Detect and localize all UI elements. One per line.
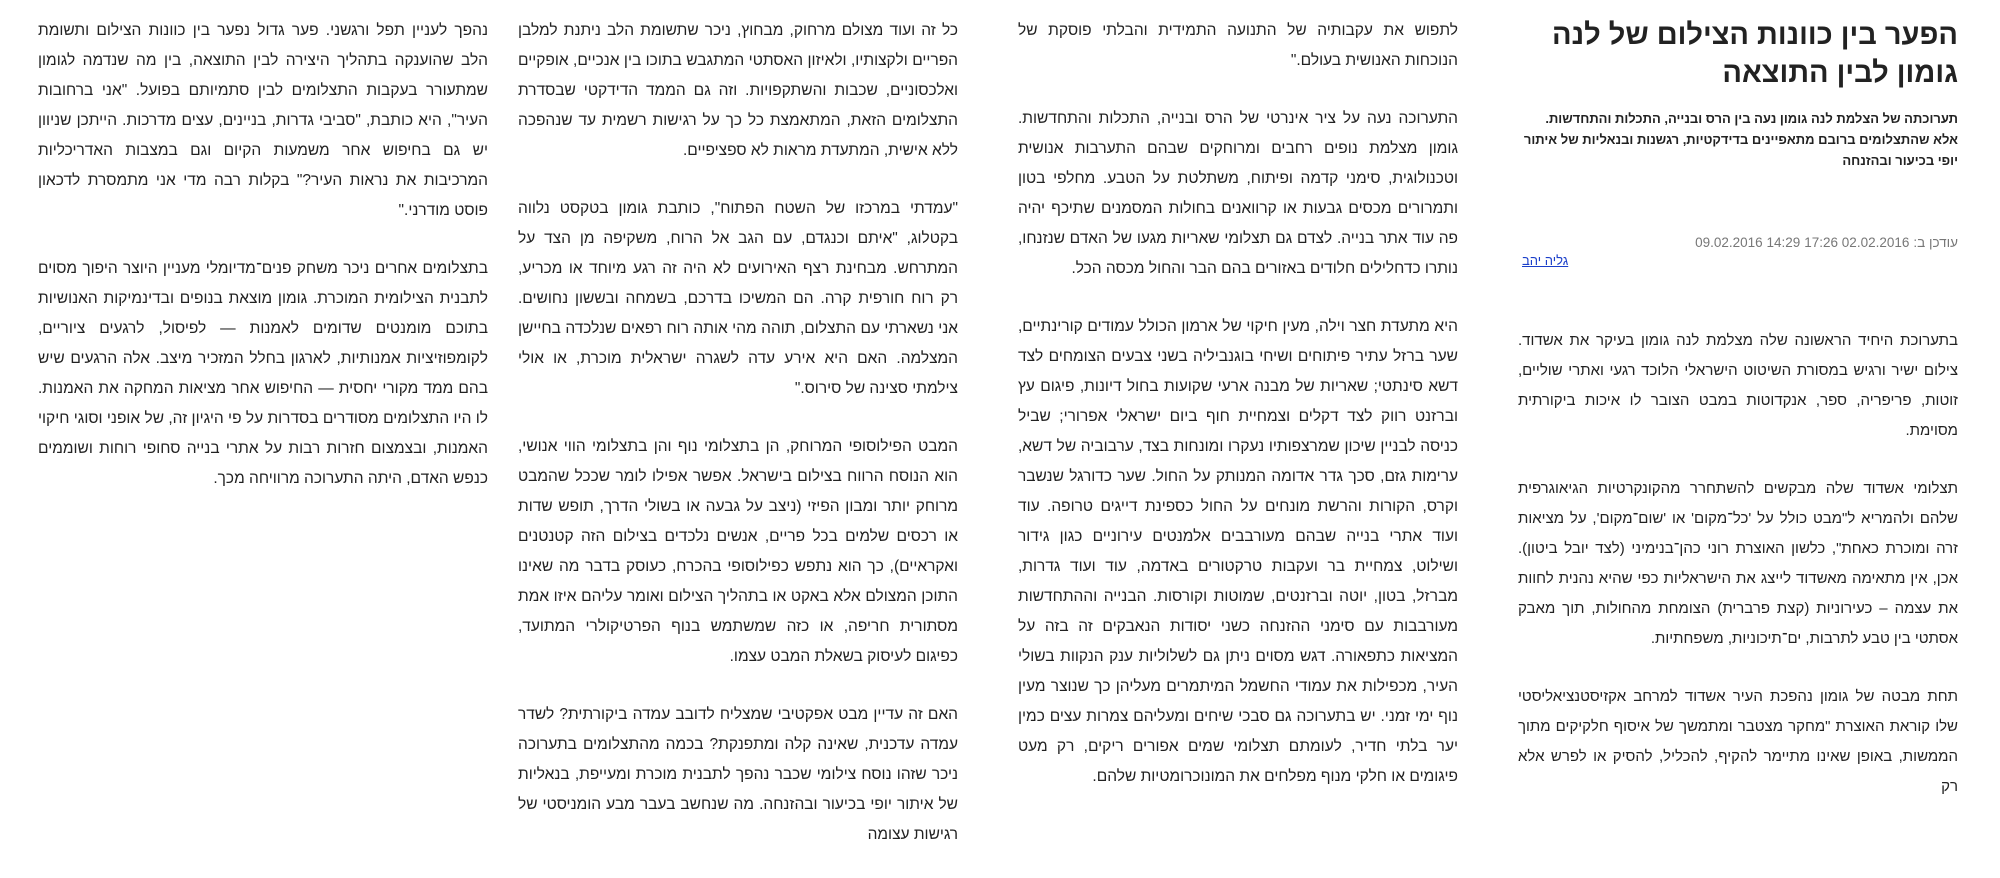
- article-title: הפער בין כוונות הצילום של לנה גומון לבין התוצאה: [1552, 19, 1958, 89]
- paragraph: תצלומי אשדוד שלה מבקשים להשתחרר מהקונקרטיות הגיאוגרפית שלהם ולהמריא ל"מבט כולל על 'כל־מקום' או 'שום־מקום', על מציאות זרה ומוכרת כאחת", כלשון האוצרת רוני כהן־בנימיני (לצד יובל ביטון). אכן, אין מתאימה מאשדוד לייצג את הישראליות כפי שהיא נהנית לחוות את עצמה – כעירוניות (קצת פרברית) הצומחת מהחולות, תוך מאבק אסתטי בין טבע לתרבות, ים־תיכוניות, משפחתיות.: [1518, 480, 1958, 647]
- updated-date: 09.02.2016 14:29: [1695, 235, 1801, 250]
- published-date: 02.02.2016 17:26: [1804, 235, 1910, 250]
- paragraph: התערוכה נעה על ציר אינרטי של הרס ובנייה, התכלות והתחדשות. גומון מצלמת נופים רחבים ומרוחקים שבהם התערבות אנושית וטכנולוגית, סימני קדמה ופיתוח, משתלטת על הטבע. מחלפי בטון ותמרורים מכסים גבעות או קרוואנים בחולות המסמנים שתיכף יהיה פה עוד אתר בנייה. לצדם גם תצלומי שאריות מגעו של האדם שנזנחו, נותרו כדחלילים חלודים באזורים בהם הבר והחול מכסה הכל.: [1018, 110, 1458, 277]
- updated-label: עודכן ב:: [1913, 235, 1958, 250]
- paragraph: בתצלומים אחרים ניכר משחק פנים־מדיומלי מעניין היוצר היפוך מסוים לתבנית הצילומית המוכרת. גומון מוצאת בנופים ובדינמיקות האנושיות בתוכם מומנטים שדומים לאמנות — לפיסול, לרגעים ציוריים, לקומפוזיציות אמנותיות, לארגון בחלל המזכיר מיצב. אלה הרגעים שיש בהם ממד מקורי יחסית — החיפוש אחר מציאות המחקה את האמנות. לו היו התצלומים מסודרים בסדרות על פי היגיון זה, של אופני וסוגי חיקוי האמנות, ובצמצום חזרות רבות על אתרי בנייה סחופי רוחות ושוממים כנפש האדם, היתה התערוכה מרוויחה מכך.: [38, 260, 488, 487]
- paragraph: כל זה ועוד מצולם מרחוק, מבחוץ, ניכר שתשומת הלב ניתנת למלבן הפריים ולקצותיו, ולאיזון האסתטי המתגבש בתוכו בין אנכיים, אופקיים ואלכסוניים, שכבות והשתקפויות. וזה גם הממד הדידקטי שבסדרת התצלומים הזאת, המתאמצת כל כך על רגישות רשמית עד שנהפכה ללא אישית, המתעדת מראות לא ספציפיים.: [518, 22, 958, 159]
- paragraph: לתפוש את עקבותיה של התנועה התמידית והבלתי פוסקת של הנוכחות האנושית בעולם.": [1018, 22, 1458, 69]
- paragraph: תחת מבטה של גומון נהפכת העיר אשדוד למרחב אקזיסטנציאליסטי שלו קוראת האוצרת "מחקר מצטבר ומתמשך של איסוף חלקיקים מתוך הממשות, באופן שאינו מתיימר להקיף, להכליל, להסיק או לפרש אלא רק: [1518, 688, 1958, 795]
- article-dates: [1518, 233, 1958, 252]
- paragraph: נהפך לעניין תפל ורגשני. פער גדול נפער בין כוונות הצילום ותשומת הלב שהוענקה בתהליך היצירה לבין התוצאה, בין מה שנדמה לגומון שמתעורר בעקבות התצלומים לבין סתמיותם בפועל. "אני ברחובות העיר", היא כותבת, "סביבי גדרות, בניינים, עצים מדרכות. הייתכן שניוון יש גם בחיפוש אחר משמעות הקיום וגם במצבות האדריכליות המרכיבות את נראות העיר?" בקלות רבה מדי אני מתמסרת לדכאון פוסט מודרני.": [38, 22, 488, 219]
- author-link[interactable]: גליה יהב: [1522, 253, 1569, 268]
- article-column-1: [1518, 16, 1958, 830]
- paragraph: היא מתעדת חצר וילה, מעין חיקוי של ארמון הכולל עמודים קורינתיים, שער ברזל עתיר פיתוחים ושיחי בוגנביליה בשני צבעים הצומחים לצד דשא סינתטי; שאריות של מבנה ארעי שקועות בחול דיונות, פיגום עץ וברזנט רווק לצד דקלים וצמחיית חוף ביום ישראלי אפרורי; שביל כניסה לבניין שיכון שמרצפותיו נעקרו ומונחות בצד, ערבוביה של דשא, ערימות גזם, סכך גדר אדומה המנותק על החול. שער כדורגל שנשבר וקרס, הקורות והרשת מונחים על החול כספינת דייגים טרופה. עוד ועוד אתרי בנייה שבהם מעורבבים אלמנטים עירוניים כגון גידור ושילוט, צמחיית בר ועקבות טרקטורים באדמה, עוד ועוד גדרות, מברזל, בטון, יוטה וברזנטים, שמוטות וקורסות. הבנייה וההתחדשות מעורבבות עם סימני ההזנחה כשני יסודות הנאבקים זה בזה על המציאות כתפאורה. דגש מסוים ניתן גם לשלוליות ענק הנקוות בשולי העיר, מכפילות את עמודי החשמל המיתמרים מעליהן כך שנוצר מעין נוף ימי זמני. יש בתערוכה גם סבכי שיחים ומעליהם צמרות עצים כמין יער בלתי חדיר, לעומתם תצלומי שמים אפורים ריקים, רק מעט פיגומים או חלקי מנוף מפלחים את המונוכרומטיות שלהם.: [1018, 318, 1458, 785]
- paragraph: "עמדתי במרכזו של השטח הפתוח", כותבת גומון בטקסט נלווה בקטלוג, "איתם וכנגדם, עם הגב אל הרוח, משקיפה מן הצד על המתרחש. מבחינת רצף האירועים לא היה זה רגע מיוחד או מכריע, רק רוח חורפית קרה. הם המשיכו בדרכם, בשמחה ובששון נחושים. אני נשארתי עם התצלום, תוהה מהי אותה רוח רפאים שנלכדה בחיישן המצלמה. האם היא אירע עדה לשגרה ישראלית מוכרת, או אולי צילמתי סצינה של סירוס.": [518, 200, 958, 397]
- article-column-3: [518, 16, 958, 878]
- article-column-2: [1018, 16, 1458, 820]
- paragraph: המבט הפילוסופי המרוחק, הן בתצלומי נוף והן בתצלומי הווי אנושי, הוא הנוסח הרווח בצילום בישראל. אפשר אפילו לומר שככל שהמבט מרוחק יותר ומבון הפיזי (ניצב על גבעה או בשולי הדרך, תופש שדות או רכסים שלמים בכל פריים, אנשים נלכדים בצילום הזה קטנטנים ואקראיים), כך הוא נתפש כפילוסופי בהכרח, כעוסק בדבר מה שאינו התוכן המצולם אלא באקט או בתהליך הצילום ואומר עליהם איזו אמת מסתורית חריפה, או כזה שמשתמש בנוף הפרטיקולרי המתועד, כפיגום לעיסוק בשאלת המבט עצמו.: [518, 438, 958, 665]
- paragraph: האם זה עדיין מבט אפקטיבי שמצליח לדובב עמדה ביקורתית? לשדר עמדה עדכנית, שאינה קלה ומתפנקת? בכמה מהתצלומים בתערוכה ניכר שזהו נוסח צילומי שכבר נהפך לתבנית מוכרת ומעייפת, בנאליות של איתור יופי בכיעור ובהזנחה. מה שנחשב בעבר מבע הומניסטי של רגישות עצומה: [518, 706, 958, 843]
- paragraph: בתערוכת היחיד הראשונה שלה מצלמת לנה גומון בעיקר את אשדוד. צילום ישיר ורגיש במסורת השיטוט הישראלי הלוכד רגעי ואתרי שוליים, זוטות, פריפריה, ספר, אנקדוטות במבט הצובר לו איכות ביקורתית מסוימת.: [1518, 332, 1958, 439]
- article-column-4: [38, 16, 488, 522]
- article-subtitle: תערוכתה של הצלמת לנה גומון נעה בין הרס ובנייה, התכלות והתחדשות. אלא שהתצלומים ברובם מתאפיינים בדידקטיות, רגשנות ובנאליות של איתור יופי בכיעור ובהזנחה: [1523, 111, 1958, 168]
